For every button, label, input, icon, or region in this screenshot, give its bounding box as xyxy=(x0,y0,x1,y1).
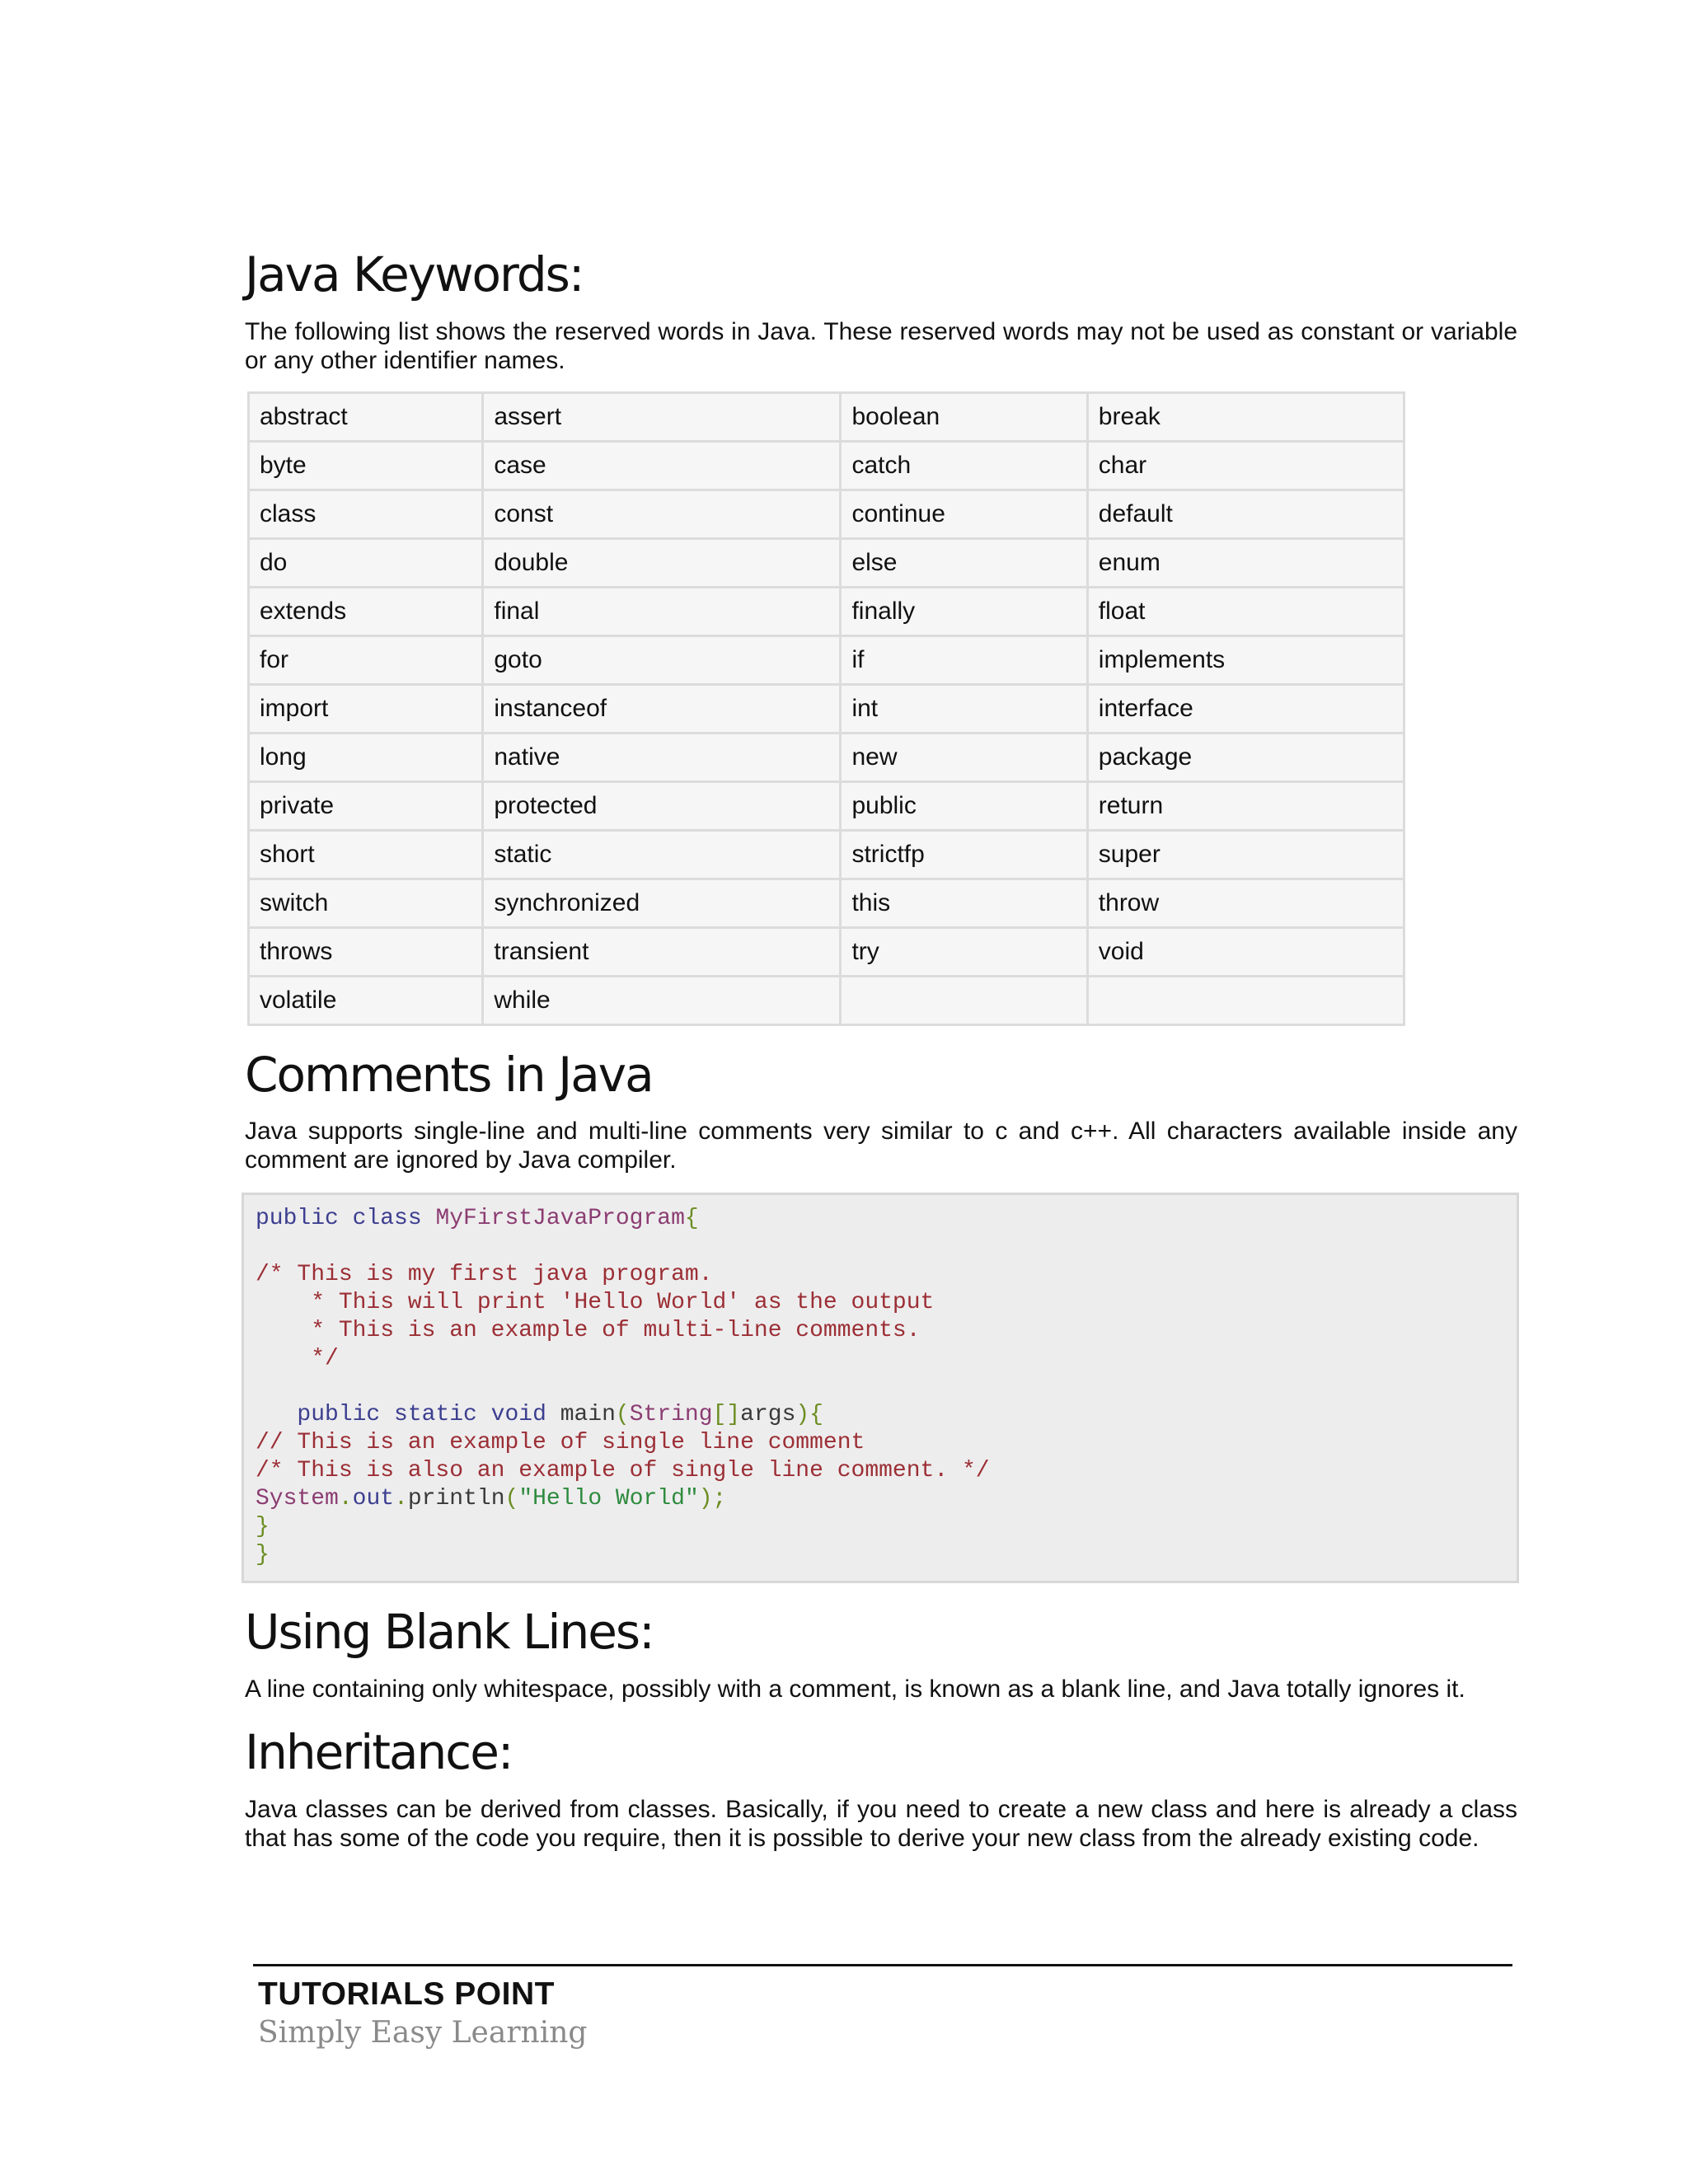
keywords-heading: Java Keywords: xyxy=(245,246,584,302)
code-line: * This is an example of multi-line comments. xyxy=(256,1318,921,1344)
keyword-cell: class xyxy=(249,490,483,538)
keyword-cell: synchronized xyxy=(483,879,841,927)
keywords-intro: The following list shows the reserved words in Java. These reserved words may not be used as constant or variable or any other identifier names. xyxy=(245,317,1517,374)
code-line: } xyxy=(256,1514,270,1540)
code-line: } xyxy=(256,1542,270,1568)
code-line: public static void main(String[]args){ xyxy=(297,1402,823,1428)
code-line-blank xyxy=(256,1373,1505,1401)
keyword-cell: void xyxy=(1087,927,1404,976)
comments-heading: Comments in Java xyxy=(245,1046,653,1103)
keyword-cell: continue xyxy=(841,490,1087,538)
inheritance-heading: Inheritance: xyxy=(245,1724,513,1781)
code-line: System.out.println("Hello World"); xyxy=(256,1486,727,1512)
document-page xyxy=(245,247,1517,1853)
keyword-cell: throws xyxy=(249,927,483,976)
keyword-cell: volatile xyxy=(249,976,483,1024)
keyword-cell: protected xyxy=(483,781,841,830)
table-row xyxy=(249,635,1404,684)
table-row xyxy=(249,879,1404,927)
keyword-cell: try xyxy=(841,927,1087,976)
keyword-cell: default xyxy=(1087,490,1404,538)
code-line: // This is an example of single line comment xyxy=(256,1430,865,1456)
keyword-cell: short xyxy=(249,830,483,879)
code-line: public class MyFirstJavaProgram{ xyxy=(256,1206,699,1232)
code-line: /* This is my first java program. xyxy=(256,1262,713,1288)
keyword-cell: double xyxy=(483,538,841,587)
keyword-cell: catch xyxy=(841,441,1087,490)
table-row xyxy=(249,927,1404,976)
table-row xyxy=(249,684,1404,733)
keyword-cell xyxy=(1087,976,1404,1024)
code-block xyxy=(241,1193,1519,1583)
keyword-cell: private xyxy=(249,781,483,830)
keyword-cell: import xyxy=(249,684,483,733)
table-row xyxy=(249,781,1404,830)
keyword-cell: const xyxy=(483,490,841,538)
keyword-cell: strictfp xyxy=(841,830,1087,879)
footer-divider xyxy=(253,1964,1512,1966)
keyword-cell: throw xyxy=(1087,879,1404,927)
keyword-cell: instanceof xyxy=(483,684,841,733)
keyword-cell: implements xyxy=(1087,635,1404,684)
comments-intro: Java supports single-line and multi-line comments very similar to c and c++. All characters available inside any comment are ignored by Java compiler. xyxy=(245,1118,1517,1174)
table-row xyxy=(249,733,1404,781)
keyword-cell: extends xyxy=(249,587,483,635)
keyword-cell: int xyxy=(841,684,1087,733)
keyword-cell: return xyxy=(1087,781,1404,830)
keyword-cell: break xyxy=(1087,392,1404,441)
inheritance-text: Java classes can be derived from classes. Basically, if you need to create a new class and here is already a class that has some of the code you require, then it is possible to derive your new class from the already existing code. xyxy=(245,1795,1517,1852)
keyword-cell: finally xyxy=(841,587,1087,635)
code-line: * This will print 'Hello World' as the output xyxy=(256,1290,935,1316)
keyword-cell: case xyxy=(483,441,841,490)
blank-lines-text: A line containing only whitespace, possibly with a comment, is known as a blank line, and Java totally ignores it. xyxy=(245,1675,1465,1704)
keywords-table xyxy=(247,391,1405,1026)
keyword-cell: for xyxy=(249,635,483,684)
keyword-cell: package xyxy=(1087,733,1404,781)
keyword-cell: super xyxy=(1087,830,1404,879)
table-row xyxy=(249,587,1404,635)
keyword-cell: long xyxy=(249,733,483,781)
blank-lines-heading: Using Blank Lines: xyxy=(245,1604,654,1661)
code-line: /* This is also an example of single line comment. */ xyxy=(256,1458,990,1484)
table-row xyxy=(249,392,1404,441)
footer-brand: TUTORIALS POINT xyxy=(258,1976,555,2012)
keyword-cell: static xyxy=(483,830,841,879)
table-row xyxy=(249,830,1404,879)
keyword-cell: else xyxy=(841,538,1087,587)
keyword-cell: public xyxy=(841,781,1087,830)
keyword-cell: switch xyxy=(249,879,483,927)
keyword-cell: interface xyxy=(1087,684,1404,733)
keyword-cell: while xyxy=(483,976,841,1024)
code-line: */ xyxy=(256,1346,339,1372)
table-row xyxy=(249,490,1404,538)
table-row xyxy=(249,538,1404,587)
keyword-cell: abstract xyxy=(249,392,483,441)
code-line-blank xyxy=(256,1233,1505,1261)
keyword-cell: new xyxy=(841,733,1087,781)
keyword-cell: transient xyxy=(483,927,841,976)
keyword-cell: goto xyxy=(483,635,841,684)
keyword-cell: enum xyxy=(1087,538,1404,587)
keyword-cell: float xyxy=(1087,587,1404,635)
keyword-cell: boolean xyxy=(841,392,1087,441)
keyword-cell: native xyxy=(483,733,841,781)
keyword-cell: assert xyxy=(483,392,841,441)
keyword-cell: do xyxy=(249,538,483,587)
footer-tagline: Simply Easy Learning xyxy=(258,2016,588,2050)
table-row xyxy=(249,976,1404,1024)
keyword-cell: final xyxy=(483,587,841,635)
keyword-cell xyxy=(841,976,1087,1024)
keyword-cell: this xyxy=(841,879,1087,927)
keyword-cell: byte xyxy=(249,441,483,490)
table-row xyxy=(249,441,1404,490)
keyword-cell: char xyxy=(1087,441,1404,490)
keyword-cell: if xyxy=(841,635,1087,684)
